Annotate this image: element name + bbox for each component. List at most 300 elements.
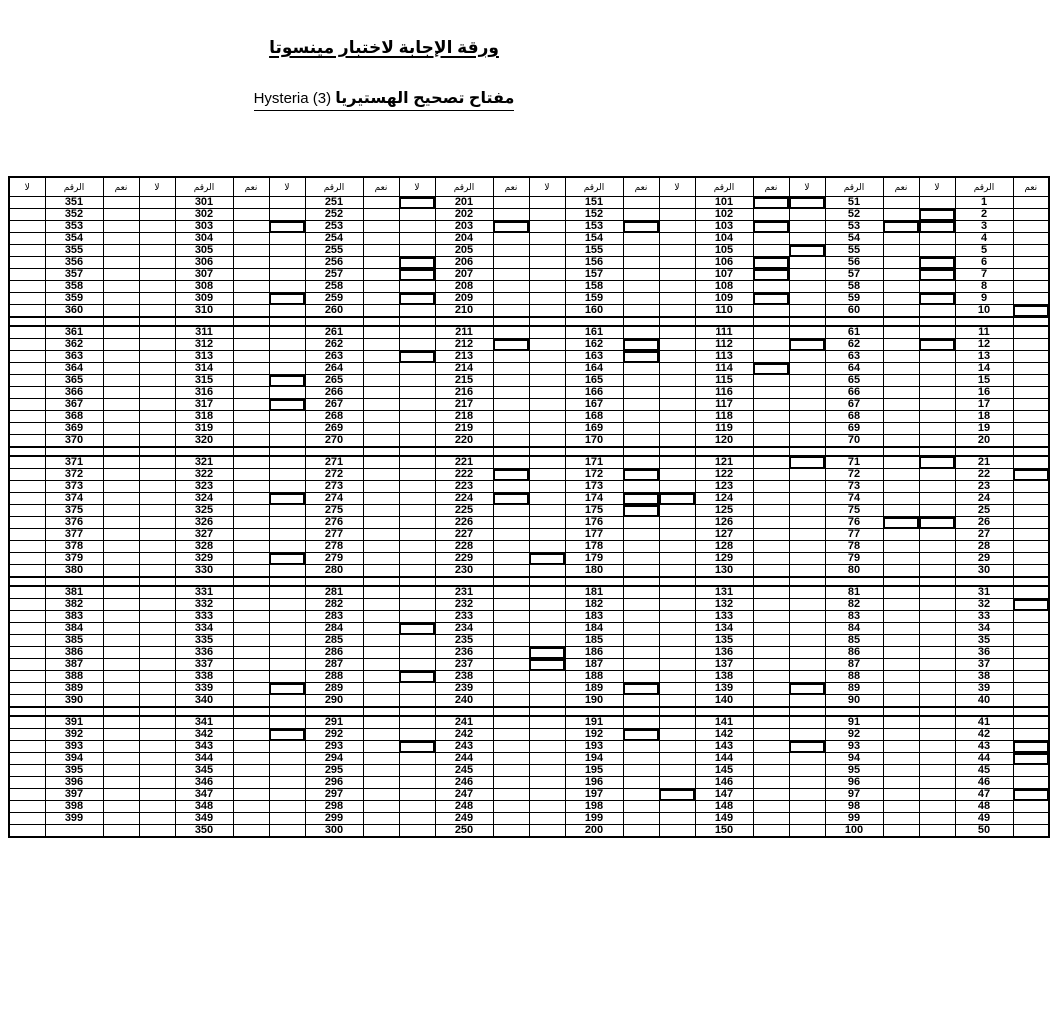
item-number: 152 [565,209,623,221]
item-number: 172 [565,469,623,481]
item-number: 106 [695,257,753,269]
answer-no-cell [659,209,695,221]
answer-no-cell [919,505,955,517]
item-number: 364 [45,363,103,375]
answer-yes-cell [753,671,789,683]
answer-no-cell [139,197,175,209]
item-number: 332 [175,599,233,611]
answer-no-cell [139,233,175,245]
answer-yes-cell [363,363,399,375]
answer-no-cell [659,529,695,541]
answer-yes-cell [623,269,659,281]
item-number: 238 [435,671,493,683]
answer-yes-cell [883,529,919,541]
answer-yes-cell [623,435,659,448]
item-number: 58 [825,281,883,293]
item-number: 278 [305,541,363,553]
answer-no-cell [789,611,825,623]
item-number: 214 [435,363,493,375]
item-number: 141 [695,716,753,729]
answer-yes-cell [883,363,919,375]
item-number: 197 [565,789,623,801]
answer-no-cell [919,257,955,269]
separator-cell [45,577,103,586]
answer-yes-cell [883,399,919,411]
item-number: 170 [565,435,623,448]
answer-yes-cell [753,813,789,825]
answer-no-cell [139,565,175,578]
answer-yes-cell [623,399,659,411]
header-no: لا [919,177,955,197]
table-row [9,765,1049,777]
answer-yes-cell [1013,387,1049,399]
answer-yes-cell [363,801,399,813]
separator-cell [789,317,825,326]
answer-yes-cell [883,599,919,611]
answer-no-cell [399,599,435,611]
answer-yes-cell [753,741,789,753]
item-number: 12 [955,339,1013,351]
answer-no-cell [529,671,565,683]
answer-no-cell [919,647,955,659]
header-no: لا [139,177,175,197]
answer-yes-cell [753,363,789,375]
answer-no-cell [139,671,175,683]
item-number: 374 [45,493,103,505]
item-number: 317 [175,399,233,411]
item-number: 273 [305,481,363,493]
separator-cell [565,577,623,586]
item-number: 159 [565,293,623,305]
answer-no-cell [659,233,695,245]
item-number: 181 [565,586,623,599]
answer-yes-cell [233,741,269,753]
answer-yes-cell [363,456,399,469]
answer-no-cell [269,553,305,565]
answer-yes-cell [233,716,269,729]
answer-no-cell [789,423,825,435]
item-number: 130 [695,565,753,578]
answer-yes-cell [363,529,399,541]
separator-cell [103,707,139,716]
item-number: 182 [565,599,623,611]
item-number: 234 [435,623,493,635]
item-number: 7 [955,269,1013,281]
item-number: 154 [565,233,623,245]
answer-no-cell [269,777,305,789]
answer-yes-cell [493,351,529,363]
item-number: 269 [305,423,363,435]
answer-yes-cell [233,233,269,245]
separator-cell [233,577,269,586]
item-number: 209 [435,293,493,305]
answer-no-cell [399,753,435,765]
answer-yes-cell [883,695,919,708]
item-number: 221 [435,456,493,469]
answer-yes-cell [493,456,529,469]
answer-yes-cell [753,611,789,623]
answer-yes-cell [753,659,789,671]
answer-yes-cell [233,305,269,318]
item-number: 274 [305,493,363,505]
separator-cell [233,317,269,326]
item-number: 385 [45,635,103,647]
item-number: 131 [695,586,753,599]
answer-no-cell [399,716,435,729]
item-number: 86 [825,647,883,659]
answer-no-cell [269,635,305,647]
item-number: 178 [565,541,623,553]
answer-no-cell [269,326,305,339]
item-number: 176 [565,517,623,529]
answer-no-cell [269,789,305,801]
item-number: 165 [565,375,623,387]
answer-yes-cell [103,481,139,493]
item-number: 373 [45,481,103,493]
item-number: 303 [175,221,233,233]
answer-no-cell [399,399,435,411]
answer-no-cell [789,411,825,423]
answer-yes-cell [1013,647,1049,659]
answer-yes-cell [493,565,529,578]
answer-yes-cell [1013,456,1049,469]
item-number: 84 [825,623,883,635]
separator-cell [435,707,493,716]
answer-yes-cell [103,813,139,825]
separator-cell [623,577,659,586]
answer-yes-cell [493,801,529,813]
answer-yes-cell [233,801,269,813]
item-number: 71 [825,456,883,469]
answer-yes-cell [493,481,529,493]
answer-yes-cell [753,647,789,659]
answer-yes-cell [1013,505,1049,517]
item-number: 243 [435,741,493,753]
answer-no-cell [139,435,175,448]
answer-yes-cell [1013,753,1049,765]
answer-yes-cell [753,339,789,351]
answer-no-cell [789,741,825,753]
answer-yes-cell [883,293,919,305]
item-number: 51 [825,197,883,209]
answer-yes-cell [753,411,789,423]
answer-yes-cell [363,209,399,221]
answer-yes-cell [623,469,659,481]
answer-no-cell [529,245,565,257]
item-number: 61 [825,326,883,339]
item-number: 42 [955,729,1013,741]
answer-yes-cell [753,777,789,789]
item-number: 177 [565,529,623,541]
table-row [9,245,1049,257]
answer-no-cell [919,565,955,578]
item-number: 205 [435,245,493,257]
table-row [9,269,1049,281]
answer-yes-cell [103,493,139,505]
answer-yes-cell [103,599,139,611]
answer-no-cell [529,197,565,209]
answer-yes-cell [883,611,919,623]
answer-no-cell [529,456,565,469]
answer-yes-cell [233,221,269,233]
table-row [9,197,1049,209]
separator-cell [919,447,955,456]
answer-no-cell [919,399,955,411]
answer-yes-cell [233,375,269,387]
answer-no-cell [919,623,955,635]
answer-yes-cell [623,363,659,375]
item-number: 257 [305,269,363,281]
answer-yes-cell [103,399,139,411]
answer-no-cell [919,801,955,813]
answer-no-cell [399,351,435,363]
answer-yes-cell [1013,245,1049,257]
item-number: 185 [565,635,623,647]
answer-yes-cell [623,541,659,553]
answer-no-cell [399,209,435,221]
answer-no-cell [789,753,825,765]
answer-no-cell [529,293,565,305]
item-number: 341 [175,716,233,729]
answer-no-cell [919,553,955,565]
item-number: 252 [305,209,363,221]
separator-cell [753,317,789,326]
item-number: 339 [175,683,233,695]
answer-no-cell [789,233,825,245]
answer-yes-cell [623,647,659,659]
item-number: 340 [175,695,233,708]
table-row [9,493,1049,505]
item-number: 280 [305,565,363,578]
header-yes: نعم [493,177,529,197]
item-number: 338 [175,671,233,683]
answer-yes-cell [363,387,399,399]
item-number: 393 [45,741,103,753]
item-number: 319 [175,423,233,435]
answer-no-cell [139,695,175,708]
table-row [9,387,1049,399]
answer-yes-cell [623,623,659,635]
answer-no-cell [789,517,825,529]
item-number: 369 [45,423,103,435]
item-number: 281 [305,586,363,599]
answer-yes-cell [883,233,919,245]
answer-yes-cell [493,647,529,659]
answer-no-cell [9,339,45,351]
answer-yes-cell [753,529,789,541]
answer-no-cell [399,293,435,305]
answer-yes-cell [103,363,139,375]
answer-no-cell [919,411,955,423]
answer-yes-cell [233,435,269,448]
item-number: 68 [825,411,883,423]
item-number: 360 [45,305,103,318]
answer-yes-cell [883,339,919,351]
answer-no-cell [529,411,565,423]
item-number: 337 [175,659,233,671]
answer-yes-cell [753,565,789,578]
answer-yes-cell [103,517,139,529]
item-number: 313 [175,351,233,363]
answer-no-cell [139,801,175,813]
item-number: 49 [955,813,1013,825]
item-number: 253 [305,221,363,233]
item-number: 223 [435,481,493,493]
answer-no-cell [919,825,955,838]
answer-yes-cell [883,683,919,695]
answer-no-cell [399,586,435,599]
item-number: 268 [305,411,363,423]
answer-yes-cell [363,435,399,448]
answer-yes-cell [233,399,269,411]
answer-no-cell [9,517,45,529]
separator-cell [103,317,139,326]
answer-yes-cell [883,541,919,553]
answer-no-cell [269,623,305,635]
answer-yes-cell [363,326,399,339]
answer-yes-cell [753,481,789,493]
answer-no-cell [139,647,175,659]
answer-yes-cell [493,423,529,435]
item-number: 300 [305,825,363,838]
item-number: 134 [695,623,753,635]
answer-yes-cell [363,789,399,801]
separator-cell [1013,707,1049,716]
answer-yes-cell [493,541,529,553]
item-number: 244 [435,753,493,765]
answer-no-cell [789,375,825,387]
answer-no-cell [269,351,305,363]
answer-no-cell [139,293,175,305]
answer-yes-cell [883,269,919,281]
item-number: 291 [305,716,363,729]
separator-cell [695,447,753,456]
answer-no-cell [139,753,175,765]
answer-yes-cell [1013,765,1049,777]
answer-no-cell [789,529,825,541]
item-number: 262 [305,339,363,351]
separator-cell [269,317,305,326]
answer-yes-cell [233,505,269,517]
item-number: 78 [825,541,883,553]
answer-no-cell [139,611,175,623]
answer-no-cell [659,456,695,469]
answer-no-cell [919,469,955,481]
answer-no-cell [789,716,825,729]
item-number: 21 [955,456,1013,469]
separator-cell [493,447,529,456]
answer-yes-cell [753,281,789,293]
answer-yes-cell [493,765,529,777]
header-yes: نعم [883,177,919,197]
answer-yes-cell [363,281,399,293]
item-number: 60 [825,305,883,318]
answer-yes-cell [103,825,139,838]
item-number: 85 [825,635,883,647]
answer-yes-cell [363,233,399,245]
answer-yes-cell [103,423,139,435]
item-number: 180 [565,565,623,578]
item-number: 292 [305,729,363,741]
item-number: 326 [175,517,233,529]
answer-no-cell [919,269,955,281]
answer-no-cell [9,529,45,541]
item-number: 333 [175,611,233,623]
separator-cell [363,447,399,456]
answer-no-cell [269,399,305,411]
answer-no-cell [789,245,825,257]
answer-yes-cell [493,411,529,423]
answer-yes-cell [753,789,789,801]
item-number: 242 [435,729,493,741]
answer-yes-cell [753,423,789,435]
answer-yes-cell [623,671,659,683]
item-number: 189 [565,683,623,695]
item-number: 23 [955,481,1013,493]
answer-no-cell [399,611,435,623]
answer-yes-cell [1013,541,1049,553]
item-number: 11 [955,326,1013,339]
answer-yes-cell [363,565,399,578]
item-number: 83 [825,611,883,623]
answer-yes-cell [1013,339,1049,351]
answer-no-cell [139,281,175,293]
item-number: 247 [435,789,493,801]
answer-yes-cell [623,683,659,695]
item-number: 41 [955,716,1013,729]
item-number: 395 [45,765,103,777]
answer-no-cell [919,387,955,399]
answer-yes-cell [363,269,399,281]
table-row [9,671,1049,683]
separator-cell [103,577,139,586]
item-number: 191 [565,716,623,729]
answer-yes-cell [1013,789,1049,801]
item-number: 9 [955,293,1013,305]
answer-yes-cell [753,765,789,777]
item-number: 387 [45,659,103,671]
answer-no-cell [139,659,175,671]
answer-no-cell [919,233,955,245]
table-row [9,716,1049,729]
answer-yes-cell [623,565,659,578]
answer-yes-cell [753,825,789,838]
answer-yes-cell [233,611,269,623]
answer-no-cell [139,411,175,423]
item-number: 294 [305,753,363,765]
separator-cell [955,707,1013,716]
answer-no-cell [919,671,955,683]
answer-yes-cell [233,517,269,529]
answer-yes-cell [493,233,529,245]
item-number: 384 [45,623,103,635]
item-number: 70 [825,435,883,448]
table-row [9,517,1049,529]
answer-no-cell [789,221,825,233]
item-number: 188 [565,671,623,683]
answer-no-cell [269,435,305,448]
table-row [9,801,1049,813]
answer-no-cell [399,659,435,671]
item-number: 39 [955,683,1013,695]
item-number: 87 [825,659,883,671]
answer-yes-cell [883,351,919,363]
item-number: 125 [695,505,753,517]
answer-no-cell [269,221,305,233]
item-number: 289 [305,683,363,695]
answer-yes-cell [883,209,919,221]
item-number: 74 [825,493,883,505]
